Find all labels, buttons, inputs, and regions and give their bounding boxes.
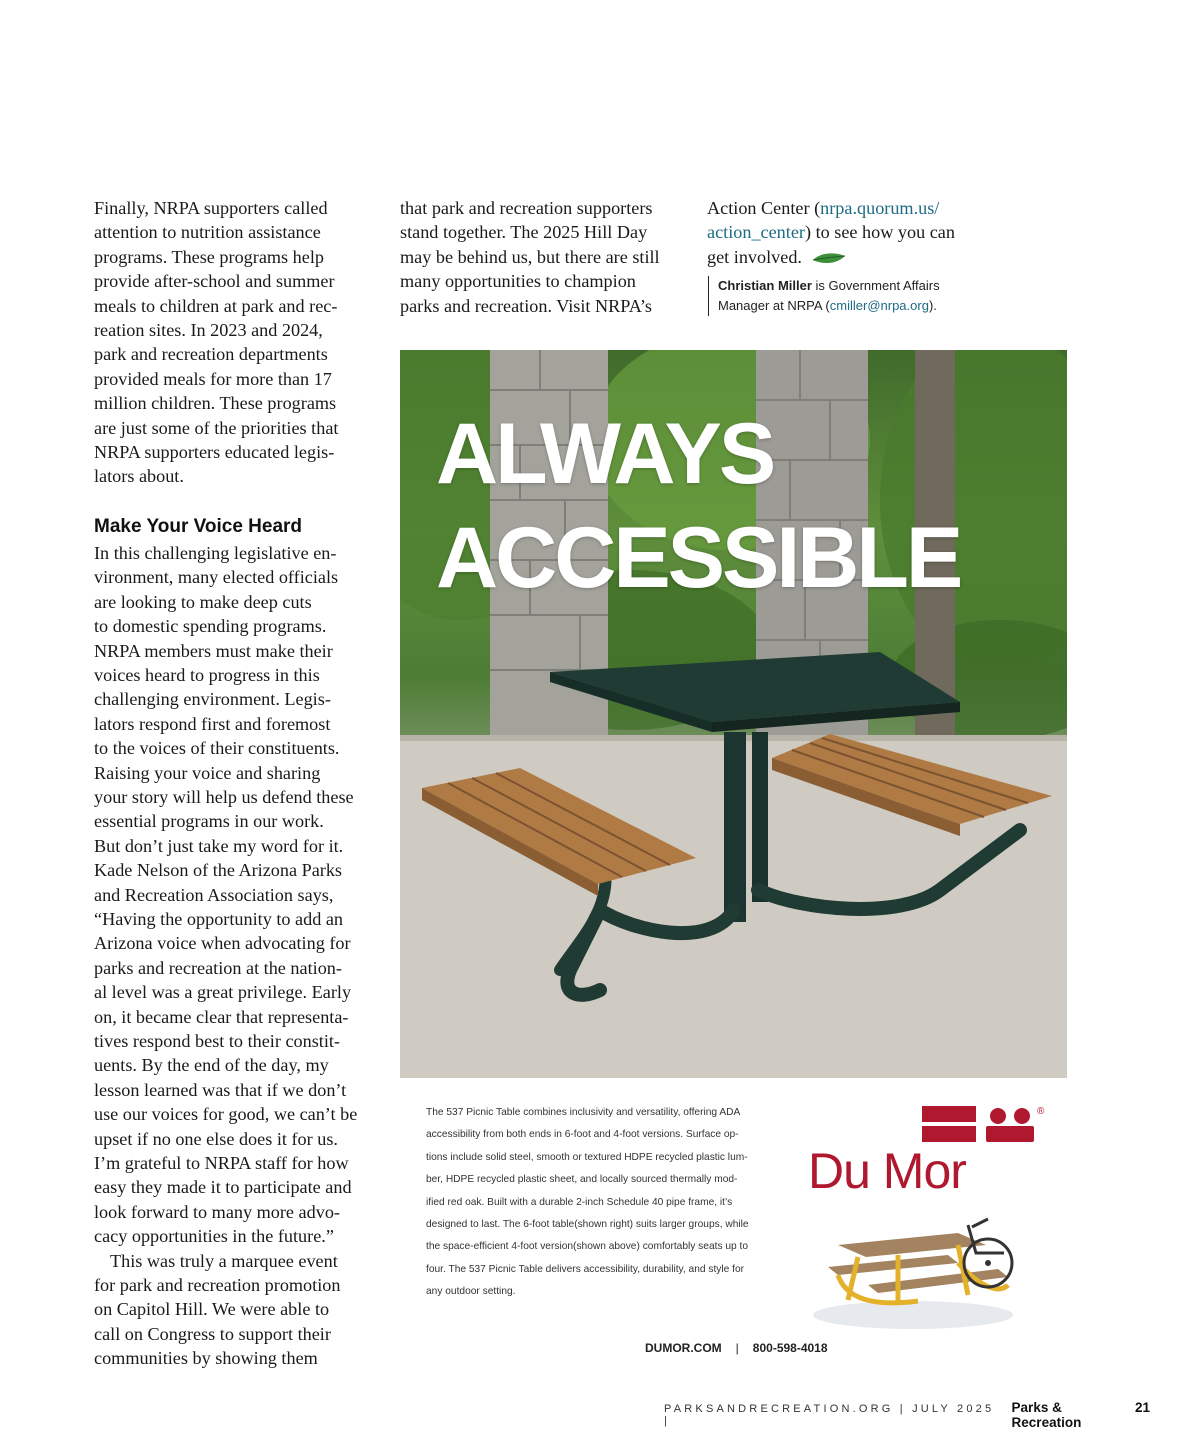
ad-copy-line: tions include solid steel, smooth or textured HDPE recycled plastic lum- — [426, 1151, 748, 1163]
text-line: provide after-school and summer — [94, 271, 335, 292]
text-line: challenging environment. Legis- — [94, 689, 331, 710]
registered-mark: ® — [1037, 1106, 1045, 1117]
text-line: stand together. The 2025 Hill Day — [400, 222, 648, 243]
article-column-1 — [94, 196, 367, 1371]
advertisement-photo — [400, 350, 1067, 1078]
footer-site: PARKSANDRECREATION.ORG | JULY 2025 | — [664, 1403, 995, 1427]
author-bio: Christian Miller is Government Affairs Manager at NRPA (cmiller@nrpa.org). — [708, 276, 988, 316]
text-line: are just some of the priorities that — [94, 417, 339, 438]
ad-copy-line: ified red oak. Built with a durable 2-inch Schedule 40 pipe frame, it’s — [426, 1196, 733, 1208]
text-line: This was truly a marquee event — [110, 1250, 338, 1271]
text-line: attention to nutrition assistance — [94, 222, 321, 243]
text-line: cacy opportunities in the future.” — [94, 1226, 334, 1247]
text-line: parks and recreation. Visit NRPA’s — [400, 295, 652, 316]
text-line: parks and recreation at the nation- — [94, 957, 342, 978]
text-line: “Having the opportunity to add an — [94, 908, 344, 929]
website-link[interactable]: DUMOR.COM — [645, 1341, 722, 1355]
dumor-logo-mark — [808, 1106, 1038, 1146]
product-table-image — [808, 1205, 1018, 1330]
text-line: Raising your voice and sharing — [94, 762, 321, 783]
ad-copy-line: designed to last. The 6-foot table(shown right) suits larger groups, while — [426, 1219, 749, 1231]
paragraph-nutrition — [94, 196, 367, 489]
paragraph-hill-day — [400, 196, 673, 318]
ad-copy-line: the space-efficient 4-foot version(shown above) comfortably seats up to — [426, 1241, 749, 1253]
text-line: voices heard to progress in this — [94, 664, 320, 685]
text-line: Arizona voice when advocating for — [94, 933, 351, 954]
leaf-icon — [811, 252, 847, 266]
ad-copy-line: four. The 537 Picnic Table delivers accessibility, durability, and style for — [426, 1263, 745, 1275]
text-line: call on Congress to support their — [94, 1323, 331, 1344]
ad-description — [426, 1102, 772, 1304]
text-line: your story will help us defend these — [94, 786, 354, 807]
brand-name: Du Mor — [808, 1143, 966, 1199]
text-line: tives respond best to their constit- — [94, 1031, 340, 1051]
author-email-link[interactable]: cmiller@nrpa.org — [829, 298, 929, 313]
text-line: to domestic spending programs. — [94, 616, 327, 637]
action-center-link-cont[interactable]: action_center — [707, 222, 805, 243]
text-line: al level was a great privilege. Early — [94, 982, 352, 1003]
page-number: 21 — [1134, 1400, 1150, 1415]
text-line: uents. By the end of the day, my — [94, 1055, 329, 1076]
ad-copy-line: accessibility from both ends in 6-foot and 4-foot versions. Surface op- — [426, 1129, 739, 1141]
paragraph-action-center: Action Center (nrpa.quorum.us/ action_center) to see how you can get involved. — [707, 198, 955, 267]
action-center-link[interactable]: nrpa.quorum.us/ — [820, 198, 940, 218]
text-line: lators about. — [94, 466, 184, 487]
article-column-2 — [400, 196, 673, 318]
text-line: communities by showing them — [94, 1348, 318, 1369]
text-line: million children. These programs — [94, 393, 337, 414]
text-line: provided meals for more than 17 — [94, 368, 332, 389]
text-line: lators respond first and foremost — [94, 713, 331, 734]
page-footer — [664, 1400, 1150, 1430]
text-line: to the voices of their constituents. — [94, 738, 340, 759]
text-line: use our voices for good, we can’t be — [94, 1104, 358, 1125]
text-line: easy they made it to participate and — [94, 1177, 352, 1198]
text-line: that park and recreation supporters — [400, 198, 653, 218]
text-line: Finally, NRPA supporters called — [94, 198, 328, 218]
text-line: many opportunities to champion — [400, 271, 636, 292]
text-line: I’m grateful to NRPA staff for how — [94, 1153, 349, 1174]
paragraph-make-voice-heard — [94, 541, 367, 1249]
section-heading: Make Your Voice Heard — [94, 515, 303, 537]
footer-magazine-title: Parks & Recreation — [1011, 1400, 1082, 1430]
text-line: for park and recreation promotion — [94, 1275, 341, 1296]
text-line: programs. These programs help — [94, 246, 324, 267]
text-line: on, it became clear that representa- — [94, 1006, 349, 1027]
paragraph-marquee-event — [94, 1249, 367, 1371]
text-line: In this challenging legislative en- — [94, 542, 337, 563]
text-line: NRPA supporters educated legis- — [94, 442, 335, 463]
text-line: essential programs in our work. — [94, 811, 324, 832]
text-line: NRPA members must make their — [94, 640, 333, 661]
text-line: look forward to many more advo- — [94, 1201, 340, 1222]
ad-copy-line: The 537 Picnic Table combines inclusivity and versatility, offering ADA — [426, 1107, 741, 1118]
text-line: lesson learned was that if we don’t — [94, 1079, 347, 1100]
text-line: are looking to make deep cuts — [94, 591, 312, 612]
ad-copy-line: ber, HDPE recycled plastic sheet, and locally sourced thermally mod- — [426, 1174, 738, 1186]
text-line: on Capitol Hill. We were able to — [94, 1299, 330, 1320]
text-line: meals to children at park and rec- — [94, 295, 338, 316]
phone-number[interactable]: 800-598-4018 — [752, 1341, 828, 1355]
ad-copy-line: any outdoor setting. — [426, 1286, 516, 1298]
text-line: Kade Nelson of the Arizona Parks — [94, 860, 342, 881]
text-line: may be behind us, but there are still — [400, 246, 660, 267]
text-line: park and recreation departments — [94, 344, 328, 365]
text-line: reation sites. In 2023 and 2024, — [94, 320, 323, 341]
text-line: But don’t just take my word for it. — [94, 835, 344, 856]
text-line: upset if no one else does it for us. — [94, 1128, 338, 1149]
article-column-3 — [707, 196, 981, 269]
author-name: Christian Miller — [718, 278, 812, 293]
ad-contact: DUMOR.COM | 800-598-4018 — [645, 1341, 828, 1355]
ad-headline: ALWAYS ACCESSIBLE — [436, 406, 961, 606]
text-line: vironment, many elected officials — [94, 567, 339, 588]
text-line: and Recreation Association says, — [94, 884, 334, 905]
